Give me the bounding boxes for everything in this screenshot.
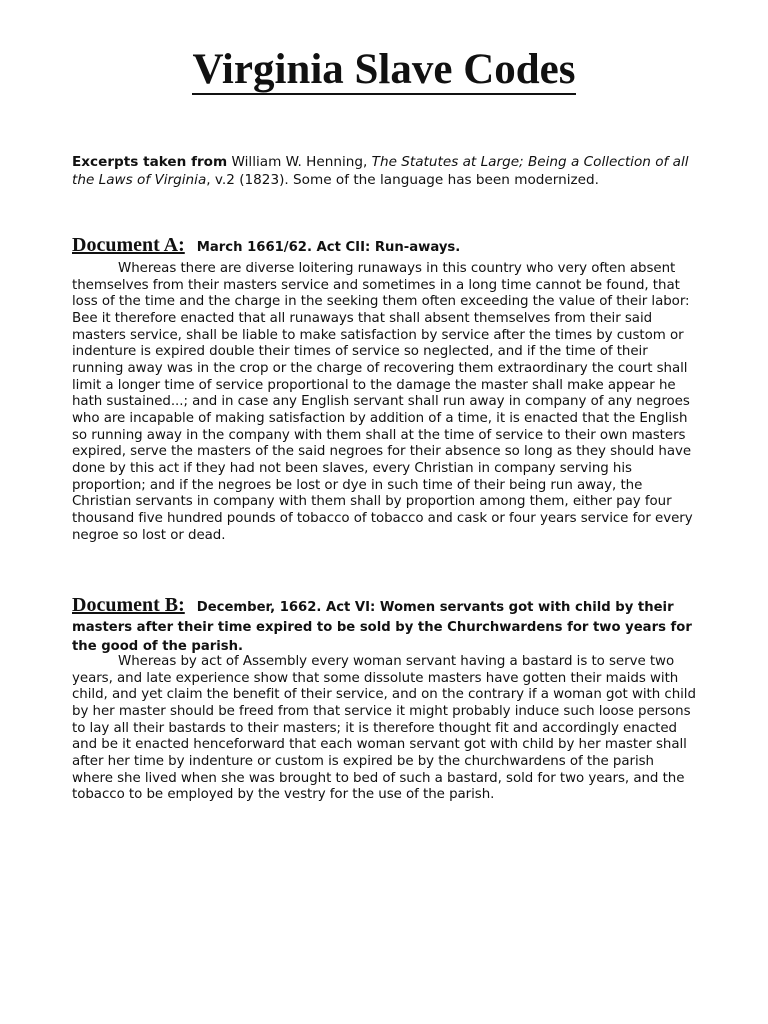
- intro-label: Excerpts taken from: [72, 154, 228, 170]
- intro-rest: , v.2 (1823). Some of the language has been modernized.: [206, 172, 599, 188]
- page-title: [0, 44, 768, 96]
- intro-author: William W. Henning,: [227, 154, 372, 170]
- document-a-subtitle: March 1661/62. Act CII: Run-aways.: [196, 240, 461, 255]
- document-a-heading: [72, 236, 702, 257]
- intro-paragraph: [72, 153, 700, 189]
- intro-work-title: The Statutes at Large; Being a Collection of all the Laws of Virginia: [72, 154, 689, 188]
- document-a-label: Document A:: [72, 234, 185, 256]
- document-b-text: Whereas by act of Assembly every woman servant having a bastard is to serve two years, and late experience show that some dissolute masters have gotten their maids with child, and yet claim the benefit of their service, and on the contrary if a woman got with child by her master should be freed from that service it might probably induce such loose persons to lay all their bastards to their masters; it is therefore thought fit and accordingly enacted and be it enacted henceforward that each woman servant got with child by her master shall after her time by indenture or custom is expired be by the churchwardens of the parish where she lived when she was brought to bed of such a bastard, sold for two years, and the tobacco to be employed by the vestry for the use of the parish.: [72, 654, 696, 803]
- document-b-label: Document B:: [72, 594, 185, 616]
- page-title-text: Virginia Slave Codes: [192, 46, 576, 93]
- document-b-subtitle: December, 1662. Act VI: Women servants got with child by their masters after their time expired to be sold by the Churchwardens for two years for the good of the parish.: [72, 600, 692, 654]
- document-b-heading: [72, 596, 702, 657]
- document-a-text: Whereas there are diverse loitering runaways in this country who very often absent themselves from their masters service and sometimes in a long time cannot be found, that loss of the time and the charge in the seeking them often exceeding the value of their labor: Bee it therefore enacted that all runaways that shall absent themselves from their said masters service, shall be liable to make satisfaction by service after the times by custom or indenture is expired double their times of service so neglected, and if the time of their running away was in the crop or the charge of recovering them extraordinary the court shall limit a longer time of service proportional to the damage the master shall make appear he hath sustained...; and in case any English servant shall run away in company of any negroes who are incapable of making satisfaction by addition of a time, it is enacted that the English so running away in the company with them shall at the time of service to their own masters expired, serve the masters of the said negroes for their absence so long as they should have done by this act if they had not been slaves, every Christian in company serving his proportion; and if the negroes be lost or dye in such time of their being run away, the Christian servants in company with them shall by proportion among them, either pay four thousand five hundred pounds of tobacco of tobacco and cask or four years service for every negroe so lost or dead.: [72, 261, 693, 543]
